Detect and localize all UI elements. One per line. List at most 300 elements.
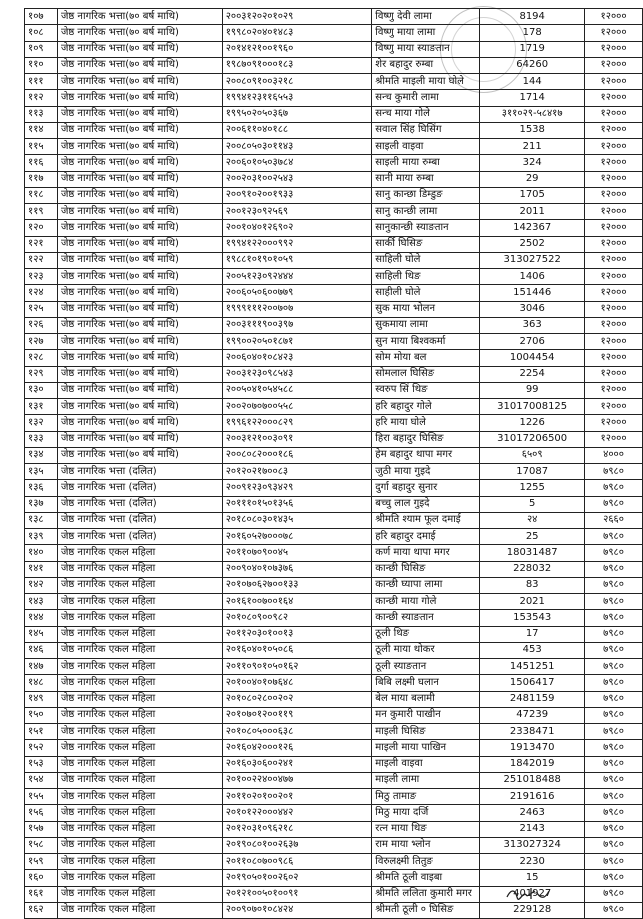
amount-cell: १२००० — [585, 220, 643, 236]
account-number-cell: 144 — [480, 74, 585, 90]
account-number-cell: 229128 — [480, 902, 585, 918]
serial-number-cell: १२३ — [25, 269, 58, 285]
category-cell: जेष्ठ नागरिक भत्ता(७० बर्ष माथि) — [57, 301, 222, 317]
amount-cell: ७९८० — [585, 642, 643, 658]
beneficiary-name-cell: ठूली स्याङतान — [372, 659, 480, 675]
account-number-cell: 1226 — [480, 415, 585, 431]
beneficiary-name-cell: श्रीमति ठूली वाइबा — [372, 870, 480, 886]
amount-cell: ७९८० — [585, 707, 643, 723]
table-row — [25, 594, 643, 610]
amount-cell: १२००० — [585, 431, 643, 447]
beneficiary-name-cell: बच्चु लाल गुइदे — [372, 496, 480, 512]
account-number-cell: 2230 — [480, 854, 585, 870]
account-number-cell: 1538 — [480, 122, 585, 138]
table-row — [25, 691, 643, 707]
table-row — [25, 675, 643, 691]
account-number-cell: 2706 — [480, 334, 585, 350]
amount-cell: १२००० — [585, 285, 643, 301]
beneficiary-name-cell: सुकमाया लामा — [372, 317, 480, 333]
serial-number-cell: १२९ — [25, 366, 58, 382]
category-cell: जेष्ठ नागरिक एकल महिला — [57, 610, 222, 626]
citizenship-id-cell: २०१९०८०१००२६३७ — [222, 837, 372, 853]
serial-number-cell: १५९ — [25, 854, 58, 870]
account-number-cell: 1719 — [480, 41, 585, 57]
account-number-cell: 15 — [480, 870, 585, 886]
citizenship-id-cell: २००६०५०६००७७९ — [222, 285, 372, 301]
citizenship-id-cell: २०१६०४२०००१२६ — [222, 740, 372, 756]
account-number-cell: 401927 — [480, 886, 585, 902]
category-cell: जेष्ठ नागरिक एकल महिला — [57, 545, 222, 561]
citizenship-id-cell: २००३१२३०९८५४३ — [222, 366, 372, 382]
beneficiary-name-cell: सानु कान्छा डिम्डुङ — [372, 187, 480, 203]
account-number-cell: 211 — [480, 139, 585, 155]
citizenship-id-cell: १९९४१२२०००९९२ — [222, 236, 372, 252]
beneficiary-name-cell: स्वरुप सिं थिङ — [372, 382, 480, 398]
account-number-cell: 151446 — [480, 285, 585, 301]
beneficiary-name-cell: रत्न माया थिङ — [372, 821, 480, 837]
account-number-cell: 153543 — [480, 610, 585, 626]
beneficiary-name-cell: मिठु तामाङ — [372, 789, 480, 805]
account-number-cell: 17 — [480, 626, 585, 642]
beneficiary-name-cell: शेर बहादुर रुम्बा — [372, 57, 480, 73]
amount-cell: १२००० — [585, 204, 643, 220]
citizenship-id-cell: २०१६१००७००१६४ — [222, 594, 372, 610]
table-row — [25, 561, 643, 577]
serial-number-cell: १२५ — [25, 301, 58, 317]
table-row — [25, 545, 643, 561]
beneficiary-name-cell: सानी माया रुम्बा — [372, 171, 480, 187]
category-cell: जेष्ठ नागरिक भत्ता(७० बर्ष माथि) — [57, 236, 222, 252]
table-row — [25, 122, 643, 138]
serial-number-cell: १४९ — [25, 691, 58, 707]
account-number-cell: 25 — [480, 529, 585, 545]
category-cell: जेष्ठ नागरिक भत्ता(७० बर्ष माथि) — [57, 447, 222, 463]
amount-cell: १२००० — [585, 269, 643, 285]
citizenship-id-cell: २०१००२२४००४७७ — [222, 772, 372, 788]
table-row — [25, 415, 643, 431]
table-row — [25, 220, 643, 236]
account-number-cell: 1506417 — [480, 675, 585, 691]
category-cell: जेष्ठ नागरिक एकल महिला — [57, 886, 222, 902]
serial-number-cell: १५० — [25, 707, 58, 723]
table-row — [25, 740, 643, 756]
table-row — [25, 464, 643, 480]
citizenship-id-cell: २०११०२०१००२०१ — [222, 789, 372, 805]
category-cell: जेष्ठ नागरिक एकल महिला — [57, 626, 222, 642]
serial-number-cell: १४० — [25, 545, 58, 561]
account-number-cell: ३११०२९-५८४१७ — [480, 106, 585, 122]
category-cell: जेष्ठ नागरिक एकल महिला — [57, 577, 222, 593]
category-cell: जेष्ठ नागरिक भत्ता(७० बर्ष माथि) — [57, 285, 222, 301]
table-row — [25, 366, 643, 382]
account-number-cell: 1255 — [480, 480, 585, 496]
citizenship-id-cell: २००१२३०९२५६९ — [222, 204, 372, 220]
table-row — [25, 41, 643, 57]
beneficiary-name-cell: साहीली घोले — [372, 285, 480, 301]
citizenship-id-cell: २००५१२३०९२४४४ — [222, 269, 372, 285]
amount-cell: १२००० — [585, 74, 643, 90]
category-cell: जेष्ठ नागरिक भत्ता(७० बर्ष माथि) — [57, 334, 222, 350]
table-row — [25, 626, 643, 642]
beneficiary-name-cell: कान्छी घिसिङ — [372, 561, 480, 577]
citizenship-id-cell: २००९०४०१०७३७६ — [222, 561, 372, 577]
account-number-cell: 2338471 — [480, 724, 585, 740]
table-row — [25, 155, 643, 171]
account-number-cell: 1705 — [480, 187, 585, 203]
citizenship-id-cell: २०१०१२२०००४४२ — [222, 805, 372, 821]
table-row — [25, 610, 643, 626]
serial-number-cell: ११३ — [25, 106, 58, 122]
table-row — [25, 204, 643, 220]
account-number-cell: 142367 — [480, 220, 585, 236]
table-row — [25, 480, 643, 496]
amount-cell: १२००० — [585, 171, 643, 187]
account-number-cell: 324 — [480, 155, 585, 171]
serial-number-cell: १३८ — [25, 512, 58, 528]
beneficiary-name-cell: बेल माया बलामी — [372, 691, 480, 707]
table-row — [25, 724, 643, 740]
account-number-cell: 47239 — [480, 707, 585, 723]
category-cell: जेष्ठ नागरिक भत्ता(७० बर्ष माथि) — [57, 57, 222, 73]
account-number-cell: 228032 — [480, 561, 585, 577]
serial-number-cell: १२२ — [25, 252, 58, 268]
beneficiary-name-cell: सोम मोया बल — [372, 350, 480, 366]
beneficiary-name-cell: मन कुमारी पाखीन — [372, 707, 480, 723]
table-row — [25, 756, 643, 772]
serial-number-cell: १५४ — [25, 772, 58, 788]
category-cell: जेष्ठ नागरिक भत्ता (दलित) — [57, 529, 222, 545]
beneficiary-name-cell: बिबि लक्ष्मी घलान — [372, 675, 480, 691]
account-number-cell: 1714 — [480, 90, 585, 106]
serial-number-cell: १४४ — [25, 610, 58, 626]
category-cell: जेष्ठ नागरिक भत्ता(७० बर्ष माथि) — [57, 252, 222, 268]
table-row — [25, 642, 643, 658]
account-number-cell: 2254 — [480, 366, 585, 382]
category-cell: जेष्ठ नागरिक भत्ता(७० बर्ष माथि) — [57, 74, 222, 90]
beneficiary-name-cell: माइली घिसिङ — [372, 724, 480, 740]
amount-cell: ७९८० — [585, 886, 643, 902]
beneficiary-name-cell: साहिली थिङ — [372, 269, 480, 285]
table-row — [25, 382, 643, 398]
citizenship-id-cell: २००३१२०२०१०२९ — [222, 9, 372, 25]
account-number-cell: 8194 — [480, 9, 585, 25]
serial-number-cell: १३३ — [25, 431, 58, 447]
serial-number-cell: १४६ — [25, 642, 58, 658]
account-number-cell: 31017206500 — [480, 431, 585, 447]
table-row — [25, 350, 643, 366]
account-number-cell: 1004454 — [480, 350, 585, 366]
table-row — [25, 139, 643, 155]
category-cell: जेष्ठ नागरिक भत्ता (दलित) — [57, 464, 222, 480]
beneficiary-name-cell: सवाल सिंह घिसिंग — [372, 122, 480, 138]
serial-number-cell: १३२ — [25, 415, 58, 431]
citizenship-id-cell: २०१०८०९००९८२ — [222, 610, 372, 626]
serial-number-cell: ११९ — [25, 204, 58, 220]
amount-cell: ७९८० — [585, 626, 643, 642]
category-cell: जेष्ठ नागरिक एकल महिला — [57, 756, 222, 772]
table-row — [25, 301, 643, 317]
table-row — [25, 399, 643, 415]
serial-number-cell: १३७ — [25, 496, 58, 512]
category-cell: जेष्ठ नागरिक एकल महिला — [57, 902, 222, 918]
account-number-cell: २४ — [480, 512, 585, 528]
citizenship-id-cell: २०१६०३०६००२४१ — [222, 756, 372, 772]
account-number-cell: 99 — [480, 382, 585, 398]
serial-number-cell: १२८ — [25, 350, 58, 366]
category-cell: जेष्ठ नागरिक एकल महिला — [57, 659, 222, 675]
amount-cell: ७९८० — [585, 772, 643, 788]
table-row — [25, 269, 643, 285]
category-cell: जेष्ठ नागरिक भत्ता(७० बर्ष माथि) — [57, 317, 222, 333]
amount-cell: ७९८० — [585, 610, 643, 626]
category-cell: जेष्ठ नागरिक भत्ता(७० बर्ष माथि) — [57, 139, 222, 155]
citizenship-id-cell: १९९५०२०५०३६७ — [222, 106, 372, 122]
amount-cell: ४००० — [585, 447, 643, 463]
table-row — [25, 789, 643, 805]
amount-cell: १२००० — [585, 366, 643, 382]
category-cell: जेष्ठ नागरिक भत्ता(७० बर्ष माथि) — [57, 269, 222, 285]
citizenship-id-cell: २०११०७०९००४५ — [222, 545, 372, 561]
amount-cell: १२००० — [585, 41, 643, 57]
serial-number-cell: १२६ — [25, 317, 58, 333]
citizenship-id-cell: २०१०८०५०००६३८ — [222, 724, 372, 740]
beneficiary-name-cell: श्रीमति माइली माया घोले — [372, 74, 480, 90]
account-number-cell: 2463 — [480, 805, 585, 821]
account-number-cell: 31017008125 — [480, 399, 585, 415]
citizenship-id-cell: १९९६१२२०००८२९ — [222, 415, 372, 431]
category-cell: जेष्ठ नागरिक एकल महिला — [57, 642, 222, 658]
account-number-cell: 17087 — [480, 464, 585, 480]
serial-number-cell: १५३ — [25, 756, 58, 772]
citizenship-id-cell: २००८०९१००३२१८ — [222, 74, 372, 90]
serial-number-cell: १२७ — [25, 334, 58, 350]
serial-number-cell: १३० — [25, 382, 58, 398]
beneficiary-name-cell: सानु कान्छी लामा — [372, 204, 480, 220]
amount-cell: ७९८० — [585, 659, 643, 675]
category-cell: जेष्ठ नागरिक एकल महिला — [57, 691, 222, 707]
account-number-cell: 3046 — [480, 301, 585, 317]
beneficiary-name-cell: सुन माया बिश्वकर्मा — [372, 334, 480, 350]
table-row — [25, 106, 643, 122]
category-cell: जेष्ठ नागरिक एकल महिला — [57, 805, 222, 821]
category-cell: जेष्ठ नागरिक एकल महिला — [57, 821, 222, 837]
account-number-cell: 2191616 — [480, 789, 585, 805]
table-row — [25, 317, 643, 333]
citizenship-id-cell: २००८०८२०००१८६ — [222, 447, 372, 463]
serial-number-cell: १५८ — [25, 837, 58, 853]
category-cell: जेष्ठ नागरिक भत्ता(७० बर्ष माथि) — [57, 90, 222, 106]
beneficiary-name-cell: श्रीमती ठूली ० घिसिङ — [372, 902, 480, 918]
category-cell: जेष्ठ नागरिक एकल महिला — [57, 837, 222, 853]
amount-cell: ७९८० — [585, 724, 643, 740]
beneficiary-name-cell: सार्की घिसिङ — [372, 236, 480, 252]
table-row — [25, 187, 643, 203]
amount-cell: १२००० — [585, 155, 643, 171]
account-number-cell: 83 — [480, 577, 585, 593]
beneficiary-name-cell: हरि बहादुर दमाई — [372, 529, 480, 545]
citizenship-id-cell: २०१२०३१०९६२१८ — [222, 821, 372, 837]
beneficiary-name-cell: श्रीमति श्याम फूल दमाई — [372, 512, 480, 528]
account-number-cell: 453 — [480, 642, 585, 658]
amount-cell: ७९८० — [585, 691, 643, 707]
table-row — [25, 854, 643, 870]
beneficiary-name-cell: विष्णु माया स्याङतान — [372, 41, 480, 57]
serial-number-cell: १५६ — [25, 805, 58, 821]
citizenship-id-cell: २००२०७०७००५५८ — [222, 399, 372, 415]
category-cell: जेष्ठ नागरिक भत्ता(७० बर्ष माथि) — [57, 399, 222, 415]
amount-cell: ७९८० — [585, 805, 643, 821]
beneficiary-name-cell: साहिली घोले — [372, 252, 480, 268]
serial-number-cell: १४१ — [25, 561, 58, 577]
citizenship-id-cell: २०११०८०७००९८६ — [222, 854, 372, 870]
table-row — [25, 431, 643, 447]
serial-number-cell: १११ — [25, 74, 58, 90]
category-cell: जेष्ठ नागरिक एकल महिला — [57, 854, 222, 870]
citizenship-id-cell: २०११२०३०१००१३ — [222, 626, 372, 642]
serial-number-cell: १६० — [25, 870, 58, 886]
category-cell: जेष्ठ नागरिक एकल महिला — [57, 561, 222, 577]
serial-number-cell: १३६ — [25, 480, 58, 496]
serial-number-cell: १५७ — [25, 821, 58, 837]
account-number-cell: 313027324 — [480, 837, 585, 853]
serial-number-cell: ११० — [25, 57, 58, 73]
citizenship-id-cell: २००५०४१०५४५८८ — [222, 382, 372, 398]
signature-mark — [505, 885, 553, 903]
citizenship-id-cell: १९९४१२३११६५५३ — [222, 90, 372, 106]
beneficiary-name-cell: दुर्गा बहादुर सुनार — [372, 480, 480, 496]
serial-number-cell: १३५ — [25, 464, 58, 480]
serial-number-cell: १२१ — [25, 236, 58, 252]
amount-cell: १२००० — [585, 301, 643, 317]
category-cell: जेष्ठ नागरिक भत्ता(७० बर्ष माथि) — [57, 350, 222, 366]
beneficiary-name-cell: हरि बहादुर गोले — [372, 399, 480, 415]
table-row — [25, 837, 643, 853]
citizenship-id-cell: २०१६०५२७०००७८ — [222, 529, 372, 545]
beneficiary-name-cell: विष्णु देवी लामा — [372, 9, 480, 25]
account-number-cell: 18031487 — [480, 545, 585, 561]
amount-cell: १२००० — [585, 317, 643, 333]
citizenship-id-cell: १९८८१०१९०१०५९ — [222, 252, 372, 268]
table-row — [25, 285, 643, 301]
table-body — [25, 9, 643, 919]
amount-cell: १२००० — [585, 139, 643, 155]
beneficiary-name-cell: राम माया भ्लोन — [372, 837, 480, 853]
table-row — [25, 74, 643, 90]
amount-cell: ७९८० — [585, 480, 643, 496]
account-number-cell: ६५०९ — [480, 447, 585, 463]
citizenship-id-cell: २०१८०८०३०१४३५ — [222, 512, 372, 528]
amount-cell: ७९८० — [585, 902, 643, 918]
category-cell: जेष्ठ नागरिक एकल महिला — [57, 707, 222, 723]
serial-number-cell: १४७ — [25, 659, 58, 675]
citizenship-id-cell: २०१६०४०१०५०८६ — [222, 642, 372, 658]
table-row — [25, 821, 643, 837]
citizenship-id-cell: २०१०७०१२००११९ — [222, 707, 372, 723]
beneficiary-name-cell: कान्छी माया गोले — [372, 594, 480, 610]
table-row — [25, 902, 643, 918]
beneficiary-name-cell: साइली माया रुम्बा — [372, 155, 480, 171]
amount-cell: १२००० — [585, 122, 643, 138]
beneficiary-name-cell: हिरा बहादुर घिसिङ — [372, 431, 480, 447]
serial-number-cell: १०९ — [25, 41, 58, 57]
account-number-cell: 1842019 — [480, 756, 585, 772]
table-row — [25, 90, 643, 106]
amount-cell: ७९८० — [585, 756, 643, 772]
beneficiary-name-cell: कान्छी स्याङतान — [372, 610, 480, 626]
serial-number-cell: ११७ — [25, 171, 58, 187]
serial-number-cell: १६२ — [25, 902, 58, 918]
table-row — [25, 57, 643, 73]
amount-cell: १२००० — [585, 25, 643, 41]
amount-cell: २६६० — [585, 512, 643, 528]
amount-cell: १२००० — [585, 187, 643, 203]
citizenship-id-cell: २००३१२१००३०९१ — [222, 431, 372, 447]
table-row — [25, 805, 643, 821]
citizenship-id-cell: २०१४१२१००१९६० — [222, 41, 372, 57]
serial-number-cell: १६१ — [25, 886, 58, 902]
amount-cell: ७९८० — [585, 545, 643, 561]
beneficiary-name-cell: ठूली माया थोकर — [372, 642, 480, 658]
citizenship-id-cell: २०१०८०२८००२०२ — [222, 691, 372, 707]
category-cell: जेष्ठ नागरिक भत्ता(७० बर्ष माथि) — [57, 171, 222, 187]
serial-number-cell: १३९ — [25, 529, 58, 545]
amount-cell: १२००० — [585, 399, 643, 415]
beneficiary-name-cell: सोमलाल घिसिङ — [372, 366, 480, 382]
amount-cell: १२००० — [585, 350, 643, 366]
category-cell: जेष्ठ नागरिक भत्ता (दलित) — [57, 512, 222, 528]
citizenship-id-cell: २००६११०४०१८८ — [222, 122, 372, 138]
serial-number-cell: १४३ — [25, 594, 58, 610]
beneficiary-table — [24, 8, 643, 919]
citizenship-id-cell: २०१११०१५०१३५६ — [222, 496, 372, 512]
beneficiary-name-cell: सानुकान्छी स्याङतान — [372, 220, 480, 236]
table-row — [25, 334, 643, 350]
table-row — [25, 236, 643, 252]
amount-cell: ७९८० — [585, 854, 643, 870]
category-cell: जेष्ठ नागरिक एकल महिला — [57, 740, 222, 756]
table-row — [25, 512, 643, 528]
citizenship-id-cell: २००६०१०५०३७८४ — [222, 155, 372, 171]
amount-cell: ७९८० — [585, 789, 643, 805]
table-row — [25, 9, 643, 25]
amount-cell: १२००० — [585, 334, 643, 350]
beneficiary-name-cell: जुठी माया गुइदे — [372, 464, 480, 480]
amount-cell: १२००० — [585, 382, 643, 398]
category-cell: जेष्ठ नागरिक एकल महिला — [57, 594, 222, 610]
category-cell: जेष्ठ नागरिक भत्ता(७० बर्ष माथि) — [57, 220, 222, 236]
beneficiary-name-cell: हरि माया घोले — [372, 415, 480, 431]
serial-number-cell: ११५ — [25, 139, 58, 155]
account-number-cell: 2502 — [480, 236, 585, 252]
category-cell: जेष्ठ नागरिक भत्ता(७० बर्ष माथि) — [57, 204, 222, 220]
account-number-cell: 1406 — [480, 269, 585, 285]
account-number-cell: 1913470 — [480, 740, 585, 756]
category-cell: जेष्ठ नागरिक एकल महिला — [57, 772, 222, 788]
citizenship-id-cell: २००९१०२००१९३३ — [222, 187, 372, 203]
account-number-cell: 2143 — [480, 821, 585, 837]
serial-number-cell: १३१ — [25, 399, 58, 415]
serial-number-cell: ११४ — [25, 122, 58, 138]
beneficiary-name-cell: श्रीमति ललिता कुमारी मगर — [372, 886, 480, 902]
amount-cell: ७९८० — [585, 561, 643, 577]
amount-cell: ७९८० — [585, 496, 643, 512]
citizenship-id-cell: २०१००४०१०७६४८ — [222, 675, 372, 691]
beneficiary-name-cell: विष्णु माया लामा — [372, 25, 480, 41]
category-cell: जेष्ठ नागरिक भत्ता (दलित) — [57, 496, 222, 512]
category-cell: जेष्ठ नागरिक भत्ता(७० बर्ष माथि) — [57, 366, 222, 382]
serial-number-cell: १२० — [25, 220, 58, 236]
account-number-cell: 2011 — [480, 204, 585, 220]
